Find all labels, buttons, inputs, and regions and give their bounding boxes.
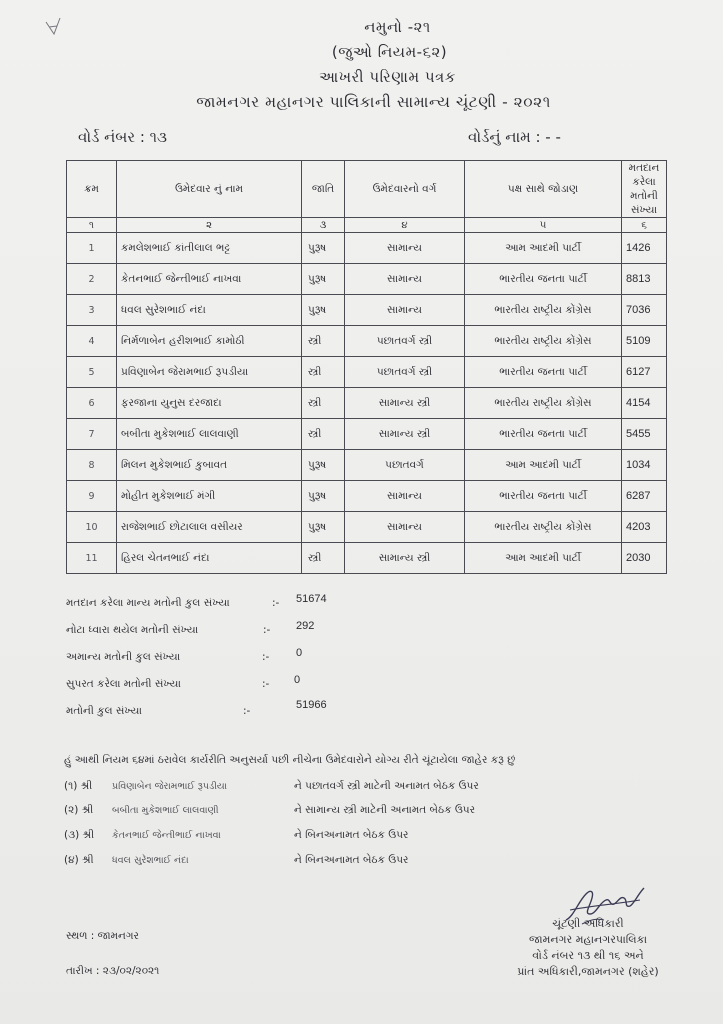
- winner-seat: ને બિનઅનામત બેઠક ઉપર: [294, 829, 409, 841]
- winner-seat: ને બિનઅનામત બેઠક ઉપર: [294, 854, 409, 866]
- serial-cell: 8: [67, 450, 117, 481]
- party-cell: આમ આદમી પાર્ટી: [465, 543, 622, 574]
- winner-name: પ્રવિણાબેન જેરામભાઈ રૂપડીયા: [112, 781, 228, 792]
- serial-cell: 10: [67, 512, 117, 543]
- table-row: [67, 543, 667, 574]
- column-number-row: [67, 218, 667, 233]
- summary-value: 51674: [296, 593, 327, 605]
- serial-cell: 6: [67, 388, 117, 419]
- header-gender: જાતિ: [302, 161, 345, 218]
- party-cell: આમ આદમી પાર્ટી: [465, 450, 622, 481]
- votes-cell: 5455: [622, 419, 667, 450]
- gender-cell: સ્ત્રી: [302, 357, 345, 388]
- party-cell: ભારતીય રાષ્ટ્રીય કોંગ્રેસ: [465, 512, 622, 543]
- officer-line: પ્રાંત અધિકારી,જામનગર (શહેર): [517, 965, 659, 978]
- category-cell: પછાતવર્ગ: [345, 450, 465, 481]
- table-row: [67, 264, 667, 295]
- summary-value: 0: [294, 674, 301, 686]
- category-cell: સામાન્ય સ્ત્રી: [345, 543, 465, 574]
- table-row: [67, 295, 667, 326]
- table-row: [67, 388, 667, 419]
- candidate-name-cell: ધવલ સુરેશભાઈ નંદા: [117, 295, 302, 326]
- column-number: ૫: [465, 218, 622, 233]
- category-cell: પછાતવર્ગ સ્ત્રી: [345, 326, 465, 357]
- gender-cell: સ્ત્રી: [302, 543, 345, 574]
- winner-name: કેતનભાઈ જેન્તીભાઈ નાખવા: [112, 830, 221, 841]
- category-cell: સામાન્ય સ્ત્રી: [345, 419, 465, 450]
- summary-separator: :-: [262, 651, 270, 663]
- candidate-name-cell: કમલેશભાઈ કાંતીલાલ ભટ્ટ: [117, 233, 302, 264]
- declaration-text: હું આથી નિયમ ૬૪માં ઠરાવેલ કાર્યરીતિ અનુસર્યા પછી નીચેના ઉમેદવારોને યોગ્ય રીતે ચૂંટાયેલા જાહેર કરૂ છું: [64, 754, 516, 766]
- party-cell: ભારતીય જનતા પાર્ટી: [465, 357, 622, 388]
- votes-cell: 5109: [622, 326, 667, 357]
- date-label: તારીખ : ૨૩/૦૨/૨૦૨૧: [66, 965, 160, 977]
- candidate-name-cell: નિર્મળાબેન હરીશભાઈ કામોઠી: [117, 326, 302, 357]
- category-cell: સામાન્ય: [345, 233, 465, 264]
- votes-cell: 2030: [622, 543, 667, 574]
- table-row: [67, 512, 667, 543]
- header-category: ઉમેદવારનો વર્ગ: [345, 161, 465, 218]
- officer-designation: [488, 916, 688, 980]
- summary-separator: :-: [272, 597, 280, 609]
- rule-reference: (જુઓ નિયમ-૬૨): [331, 43, 448, 61]
- winner-seat: ને પછાતવર્ગ સ્ત્રી માટેની અનામત બેઠક ઉપર: [294, 780, 479, 792]
- candidate-name-cell: રાજેશભાઈ છોટાલાલ વસીયર: [117, 512, 302, 543]
- winner-name: બબીતા મુકેશભાઈ લાલવાણી: [112, 805, 219, 816]
- gender-cell: પુરૂષ: [302, 512, 345, 543]
- party-cell: ભારતીય રાષ્ટ્રીય કોંગ્રેસ: [465, 326, 622, 357]
- summary-label: અમાન્ય મતોની કુલ સંખ્યા: [66, 651, 181, 663]
- serial-cell: 9: [67, 481, 117, 512]
- officer-line: જામનગર મહાનગરપાલિકા: [528, 933, 648, 946]
- votes-cell: 6127: [622, 357, 667, 388]
- column-number: ૩: [302, 218, 345, 233]
- candidate-name-cell: હિરલ ચેતનભાઈ નંદા: [117, 543, 302, 574]
- summary-label: નોટા ધ્વારા થયેલ મતોની સંખ્યા: [66, 624, 199, 636]
- candidate-name-cell: બબીતા મુકેશભાઈ લાલવાણી: [117, 419, 302, 450]
- gender-cell: પુરૂષ: [302, 450, 345, 481]
- party-cell: ભારતીય જનતા પાર્ટી: [465, 264, 622, 295]
- party-cell: ભારતીય રાષ્ટ્રીય કોંગ્રેસ: [465, 388, 622, 419]
- party-cell: ભારતીય રાષ્ટ્રીય કોંગ્રેસ: [465, 295, 622, 326]
- officer-line: વોર્ડ નંબર ૧૩ થી ૧૬ અને: [532, 949, 644, 962]
- table-row: [67, 233, 667, 264]
- header-candidate-name: ઉમેદવાર નું નામ: [117, 161, 302, 218]
- header-votes: મતદાન કરેલા મતોની સંખ્યા: [622, 161, 667, 218]
- column-number: ૪: [345, 218, 465, 233]
- header-serial: ક્રમ: [67, 161, 117, 218]
- column-number: ૨: [117, 218, 302, 233]
- gender-cell: પુરૂષ: [302, 481, 345, 512]
- votes-cell: 4203: [622, 512, 667, 543]
- officer-line: ચૂંટણી અધિકારી: [552, 917, 624, 930]
- ward-name: વોર્ડનું નામ : - -: [468, 128, 561, 146]
- table-row: [67, 450, 667, 481]
- serial-cell: 3: [67, 295, 117, 326]
- party-cell: ભારતીય જનતા પાર્ટી: [465, 481, 622, 512]
- winner-number: (૩) શ્રી: [64, 829, 95, 841]
- winner-seat: ને સામાન્ય સ્ત્રી માટેની અનામત બેઠક ઉપર: [294, 804, 476, 816]
- category-cell: સામાન્ય: [345, 512, 465, 543]
- place-label: સ્થળ : જામનગર: [66, 930, 139, 942]
- candidate-name-cell: કેતનભાઈ જેન્તીભાઈ નાખવા: [117, 264, 302, 295]
- gender-cell: સ્ત્રી: [302, 326, 345, 357]
- gender-cell: સ્ત્રી: [302, 388, 345, 419]
- candidate-name-cell: મોહીત મુકેશભાઈ મંગી: [117, 481, 302, 512]
- serial-cell: 7: [67, 419, 117, 450]
- winner-number: (૪) શ્રી: [64, 854, 94, 866]
- candidate-name-cell: મિલન મુકેશભાઈ કુબાવત: [117, 450, 302, 481]
- form-number: નમુનો -૨૧: [364, 18, 431, 36]
- column-number: ૧: [67, 218, 117, 233]
- summary-value: 51966: [296, 699, 327, 711]
- summary-value: 292: [296, 620, 315, 632]
- results-table: [66, 160, 667, 574]
- serial-cell: 2: [67, 264, 117, 295]
- votes-cell: 1034: [622, 450, 667, 481]
- table-row: [67, 326, 667, 357]
- election-title: જામનગર મહાનગર પાલિકાની સામાન્ય ચૂંટણી - ૨૦૨૧: [196, 93, 551, 111]
- serial-cell: 5: [67, 357, 117, 388]
- serial-cell: 1: [67, 233, 117, 264]
- document-title: આખરી પરિણામ પત્રક: [319, 68, 456, 86]
- column-number: ૬: [622, 218, 667, 233]
- winner-number: (૨) શ્રી: [64, 804, 94, 816]
- category-cell: સામાન્ય: [345, 481, 465, 512]
- votes-cell: 8813: [622, 264, 667, 295]
- candidate-name-cell: પ્રવિણાબેન જેરામભાઈ રૂપડીયા: [117, 357, 302, 388]
- party-cell: આમ આદમી પાર્ટી: [465, 233, 622, 264]
- table-header-row: [67, 161, 667, 218]
- table-row: [67, 357, 667, 388]
- header-party: પક્ષ સાથે જોડાણ: [465, 161, 622, 218]
- serial-cell: 4: [67, 326, 117, 357]
- category-cell: પછાતવર્ગ સ્ત્રી: [345, 357, 465, 388]
- votes-cell: 6287: [622, 481, 667, 512]
- gender-cell: પુરૂષ: [302, 264, 345, 295]
- party-cell: ભારતીય જનતા પાર્ટી: [465, 419, 622, 450]
- winner-number: (૧) શ્રી: [64, 780, 93, 792]
- gender-cell: પુરૂષ: [302, 233, 345, 264]
- summary-separator: :-: [263, 624, 271, 636]
- summary-value: 0: [296, 647, 303, 659]
- votes-cell: 4154: [622, 388, 667, 419]
- summary-label: મતોની કુલ સંખ્યા: [66, 705, 142, 717]
- summary-label: મતદાન કરેલા માન્ય મતોની કુલ સંખ્યા: [66, 597, 230, 609]
- category-cell: સામાન્ય: [345, 264, 465, 295]
- gender-cell: સ્ત્રી: [302, 419, 345, 450]
- votes-cell: 1426: [622, 233, 667, 264]
- summary-label: સુપરત કરેલા મતોની સંખ્યા: [66, 678, 181, 690]
- winner-name: ધવલ સુરેશભાઈ નંદા: [112, 855, 189, 866]
- category-cell: સામાન્ય સ્ત્રી: [345, 388, 465, 419]
- ward-number: વોર્ડ નંબર : ૧૩: [78, 128, 168, 146]
- summary-separator: :-: [262, 678, 270, 690]
- table-row: [67, 419, 667, 450]
- candidate-name-cell: ફરજાના યુનુસ દરજાદા: [117, 388, 302, 419]
- category-cell: સામાન્ય: [345, 295, 465, 326]
- serial-cell: 11: [67, 543, 117, 574]
- votes-cell: 7036: [622, 295, 667, 326]
- table-row: [67, 481, 667, 512]
- gender-cell: પુરૂષ: [302, 295, 345, 326]
- summary-separator: :-: [243, 705, 251, 717]
